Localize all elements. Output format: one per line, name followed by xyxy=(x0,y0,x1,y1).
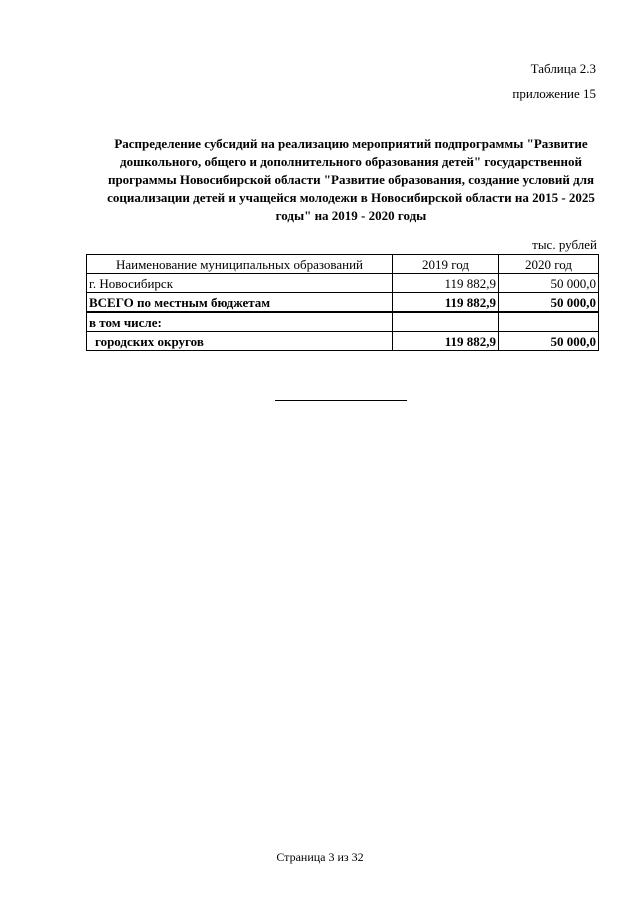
row-value-2019 xyxy=(393,312,499,332)
page-number-footer: Страница 3 из 32 xyxy=(276,850,364,864)
row-name: ВСЕГО по местным бюджетам xyxy=(87,293,393,313)
subsidy-table xyxy=(86,254,599,351)
row-value-2019: 119 882,9 xyxy=(393,332,499,351)
row-value-2020: 50 000,0 xyxy=(499,293,599,313)
row-name: в том числе: xyxy=(87,312,393,332)
row-value-2020 xyxy=(499,312,599,332)
table-number-label: Таблица 2.3 xyxy=(530,61,596,76)
row-value-2019: 119 882,9 xyxy=(393,274,499,293)
table-row-subheading xyxy=(87,312,599,332)
row-name: г. Новосибирск xyxy=(87,274,393,293)
row-value-2020: 50 000,0 xyxy=(499,274,599,293)
appendix-label: приложение 15 xyxy=(512,86,596,101)
column-header-2020: 2020 год xyxy=(499,255,599,274)
column-header-municipality: Наименование муниципальных образований xyxy=(87,255,393,274)
table-header-row xyxy=(87,255,599,274)
column-header-2019: 2019 год xyxy=(393,255,499,274)
units-label: тыс. рублей xyxy=(532,237,597,252)
table-row xyxy=(87,332,599,351)
row-value-2019: 119 882,9 xyxy=(393,293,499,313)
separator-line xyxy=(275,400,407,401)
document-title: Распределение субсидий на реализацию мероприятий подпрограммы "Развитие дошкольного, общего и дополнительного образования детей" государственной программы Новосибирской области "Развитие образования, создание условий для социализации детей и учащейся молодежи в Новосибирской области на 2015 - 2025 годы" на 2019 - 2020 годы xyxy=(107,136,595,223)
table-row xyxy=(87,274,599,293)
row-name: городских округов xyxy=(87,332,393,351)
row-value-2020: 50 000,0 xyxy=(499,332,599,351)
table-row-total xyxy=(87,293,599,313)
